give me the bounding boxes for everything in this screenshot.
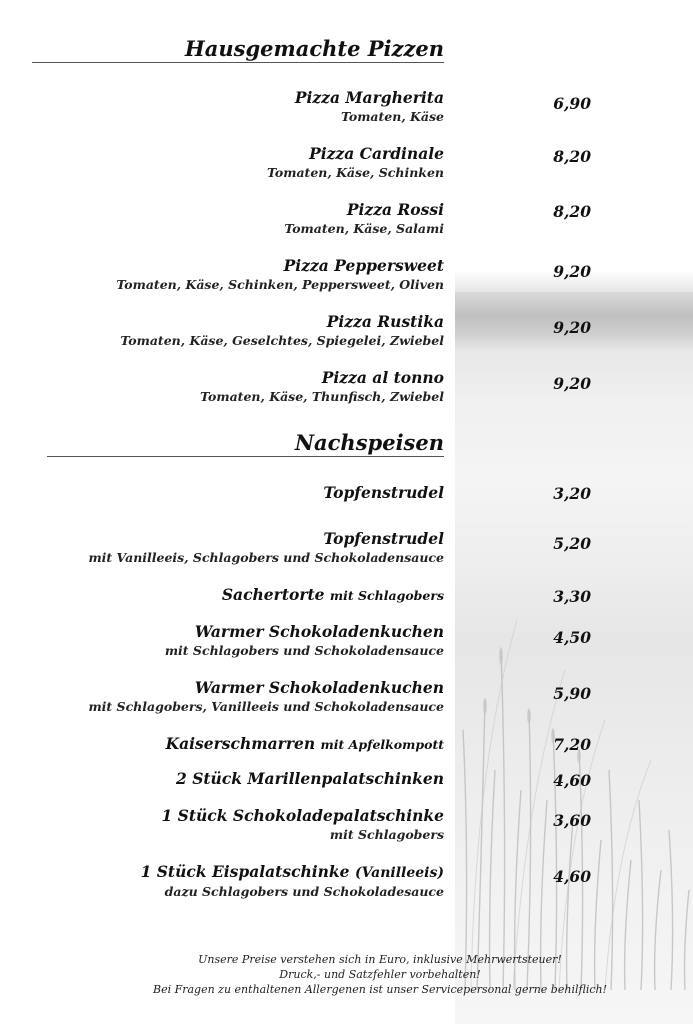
item-name: 1 Stück Schokoladepalatschinke [161,806,444,825]
item-price: 9,20 [553,374,591,393]
item-price: 5,90 [553,684,591,703]
menu-item [200,368,444,405]
menu-item [116,256,444,293]
item-price: 4,50 [553,628,591,647]
item-name: 1 Stück Eispalatschinke [140,862,350,881]
item-name: Pizza al tonno [321,368,444,387]
item-price: 9,20 [553,318,591,337]
item-description: Tomaten, Käse, Geselchtes, Spiegelei, Zwiebel [120,333,444,348]
item-price: 7,20 [553,735,591,754]
menu-item [88,529,444,566]
item-name: 2 Stück Marillenpalatschinken [176,769,444,788]
item-name: Pizza Rustika [326,312,444,331]
menu-item [166,734,444,755]
menu-item [165,622,444,659]
item-price: 4,60 [553,771,591,790]
footer-price-note: Unsere Preise verstehen sich in Euro, inklusive Mehrwertsteuer! [198,953,562,966]
item-price: 5,20 [553,534,591,553]
menu-item [120,312,444,349]
menu-item [162,806,445,843]
item-description: Tomaten, Käse, Thunfisch, Zwiebel [200,389,444,404]
footer-notice [100,952,660,997]
item-description: Tomaten, Käse, Schinken [267,165,444,180]
item-price: 6,90 [553,94,591,113]
item-name: Topfenstrudel [323,483,444,502]
menu-item [176,769,444,789]
menu-item [295,88,444,125]
menu-item [284,200,444,237]
menu-item [222,585,444,606]
item-price: 3,60 [553,811,591,830]
item-price: 9,20 [553,262,591,281]
item-price: 8,20 [553,202,591,221]
pizza-section-divider [32,62,444,63]
item-inline-note: mit Apfelkompott [320,737,444,752]
item-price: 4,60 [553,867,591,886]
footer-errata-note: Druck,- und Satzfehler vorbehalten! [279,968,481,981]
item-description: Tomaten, Käse, Salami [284,221,444,236]
item-name: Sachertorte [221,585,325,604]
item-name-line [141,862,444,883]
menu-item [323,483,444,503]
item-name: Warmer Schokoladenkuchen [194,678,444,697]
item-inline-note: (Vanilleeis) [354,865,444,881]
pizza-section-title: Hausgemachte Pizzen [184,36,444,61]
dessert-section-divider [47,456,444,457]
item-name: Pizza Cardinale [309,144,444,163]
item-price: 3,30 [553,587,591,606]
menu-item [267,144,444,181]
item-description: Tomaten, Käse, Schinken, Peppersweet, Oliven [116,277,444,292]
item-name-line [222,585,444,606]
item-name-line [166,734,444,755]
item-description: mit Schlagobers [329,827,444,842]
item-name: Topfenstrudel [323,529,444,548]
item-description: mit Schlagobers und Schokoladensauce [164,643,444,658]
menu-item [141,862,444,900]
footer-allergen-note: Bei Fragen zu enthaltenen Allergenen ist unser Servicepersonal gerne behilflich! [152,983,607,996]
item-description: mit Vanilleeis, Schlagobers und Schokoladensauce [88,550,444,565]
item-price: 3,20 [553,484,591,503]
menu-item [88,678,444,715]
item-description: Tomaten, Käse [340,109,444,124]
item-name: Pizza Peppersweet [283,256,444,275]
item-name: Pizza Margherita [294,88,444,107]
item-inline-note: mit Schlagobers [329,588,444,603]
dessert-section-title: Nachspeisen [294,430,444,455]
item-description: dazu Schlagobers und Schokoladesauce [164,884,444,899]
item-name: Warmer Schokoladenkuchen [194,622,444,641]
item-price: 8,20 [553,147,591,166]
item-name: Kaiserschmarren [165,734,316,753]
item-name: Pizza Rossi [346,200,444,219]
item-description: mit Schlagobers, Vanilleeis und Schokoladensauce [88,699,444,714]
